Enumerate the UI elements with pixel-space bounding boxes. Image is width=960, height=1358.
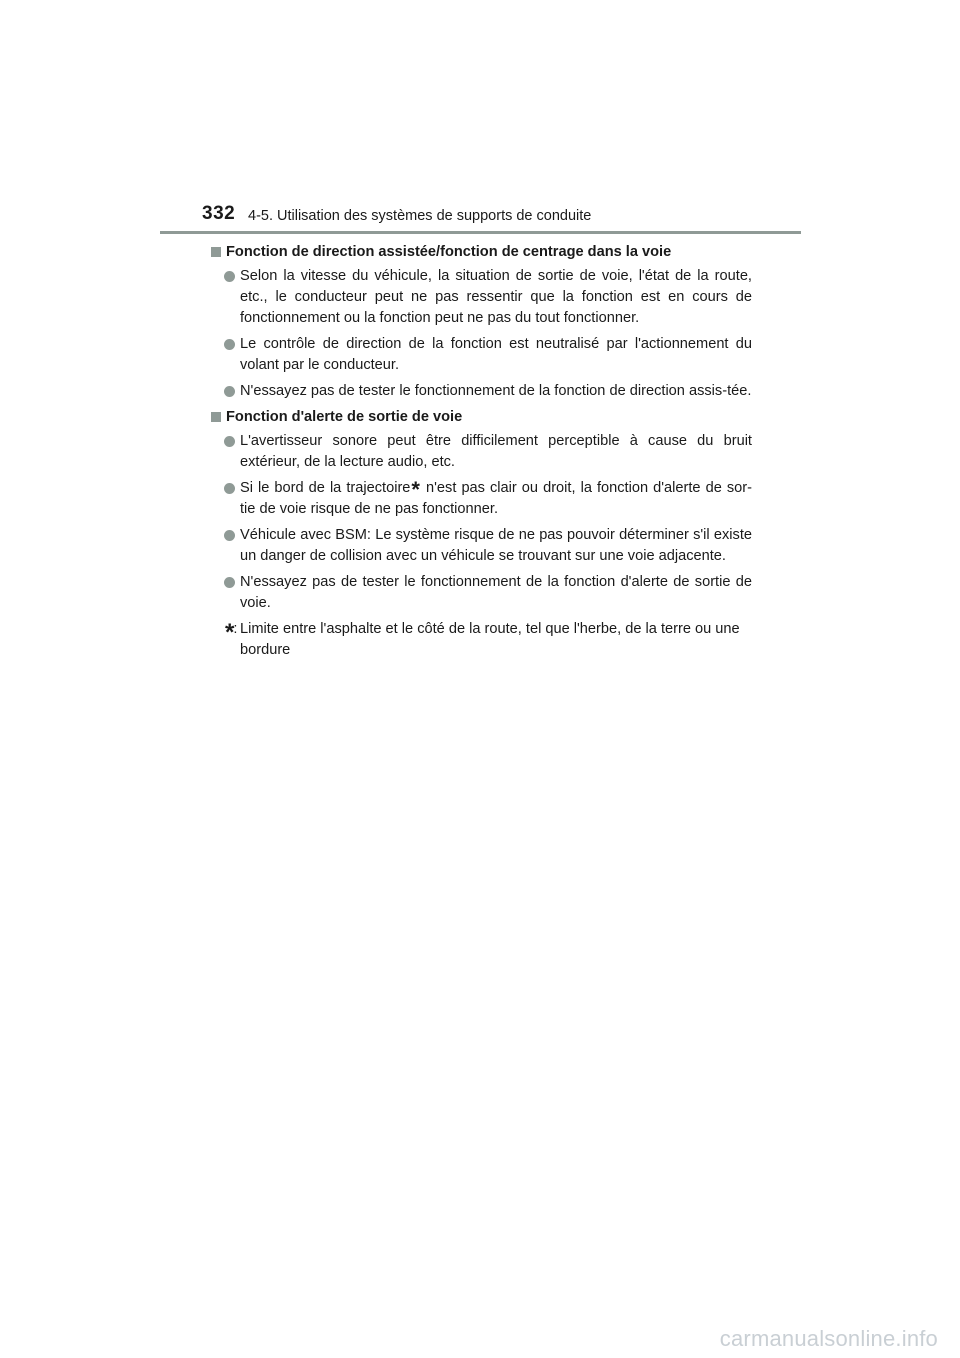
square-bullet-icon [211,247,221,257]
section-lane-departure-alert [210,407,752,614]
list-item [224,572,752,614]
footnote [224,619,752,661]
list-item [224,334,752,376]
footnote-colon: : [233,621,238,637]
watermark: carmanualsonline.info [719,1326,938,1351]
circle-bullet-icon [224,271,235,282]
list-item-text: Le contrôle de direction de la fonction est neutralisé par l'actionnement du volant par le conducteur. [240,336,752,373]
section-steering-assist [210,242,752,402]
circle-bullet-icon [224,436,235,447]
list-item-text [240,478,752,520]
list-item [224,525,752,567]
section-heading-text: Fonction d'alerte de sortie de voie [226,409,463,425]
list-item [224,431,752,473]
list-item-text: L'avertisseur sonore peut être difficilement perceptible à cause du bruit extérieur, de la lecture audio, etc. [240,433,752,470]
document-body [210,242,752,661]
section-heading [210,242,752,263]
list-item [224,478,752,520]
chapter-title: 4-5. Utilisation des systèmes de supports de conduite [248,208,592,224]
list-item-text-start: Si le bord de la trajectoire [240,480,411,496]
footnote-text: Limite entre l'asphalte et le côté de la route, tel que l'herbe, de la terre ou une bordure [240,621,740,658]
section-heading-text: Fonction de direction assistée/fonction de centrage dans la voie [226,244,672,260]
circle-bullet-icon [224,530,235,541]
circle-bullet-icon [224,483,235,494]
list-item-text: Selon la vitesse du véhicule, la situation de sortie de voie, l'état de la route, etc., le conducteur peut ne pas ressentir que la fonction est en cours de fonctionnement ou la fonction peut ne pas du tout fonctionner. [240,268,752,326]
page-header [0,0,960,240]
list-item-text: N'essayez pas de tester le fonctionnement de la fonction d'alerte de sortie de voie. [240,574,752,611]
section-heading [210,407,752,428]
header-divider [160,231,801,234]
list-item-text: N'essayez pas de tester le fonctionnement de la fonction de direction assis-tée. [240,383,752,399]
list-item-text: Véhicule avec BSM: Le système risque de ne pas pouvoir déterminer s'il existe un danger de collision avec un véhicule se trouvant sur une voie adjacente. [240,527,752,564]
footnote-reference-mark: * [411,477,420,502]
list-item [224,266,752,329]
list-item-text-end: n'est pas clair ou droit, la fonction d'alerte de sor-tie de voie risque de ne pas fonctionner. [240,480,752,517]
page-number: 332 [202,203,236,224]
square-bullet-icon [211,412,221,422]
circle-bullet-icon [224,386,235,397]
footnote-marker [224,619,240,646]
footnote-star: * [225,619,235,646]
list-item [224,381,752,402]
circle-bullet-icon [224,577,235,588]
circle-bullet-icon [224,339,235,350]
